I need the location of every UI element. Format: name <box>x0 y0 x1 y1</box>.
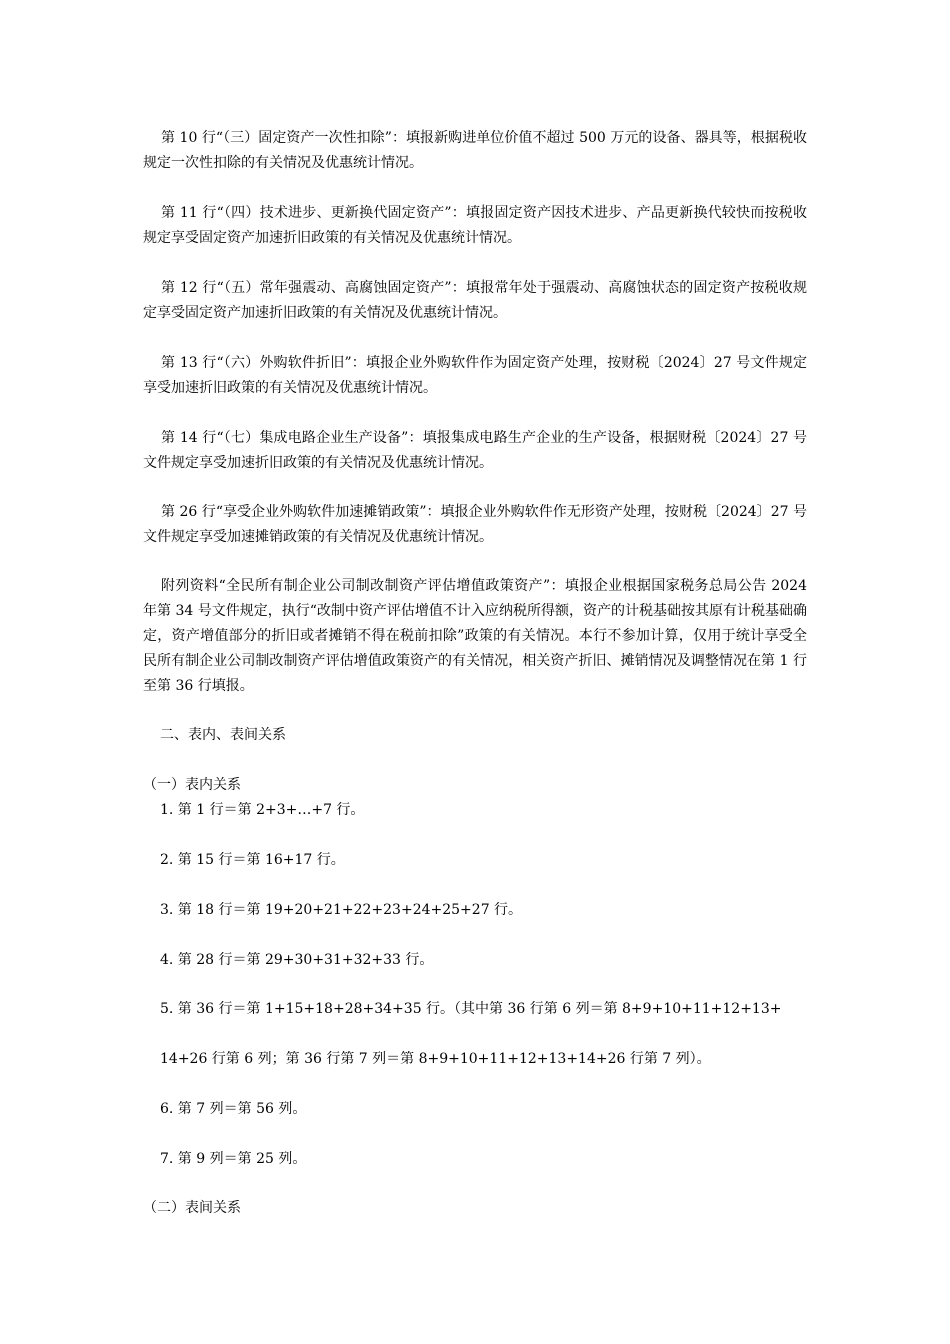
rule-item: 4. 第 28 行＝第 29+30+31+32+33 行。 <box>160 952 434 968</box>
paragraph-row-14: 第 14 行“（七）集成电路企业生产设备”：填报集成电路生产企业的生产设备，根据财税〔2024〕27 号文件规定享受加速折旧政策的有关情况及优惠统计情况。 <box>143 430 807 471</box>
rule-item: 3. 第 18 行＝第 19+20+21+22+23+24+25+27 行。 <box>160 902 523 918</box>
subsection-heading-internal: （一）表内关系 <box>143 777 241 793</box>
paragraph-row-26: 第 26 行“享受企业外购软件加速摊销政策”：填报企业外购软件作无形资产处理，按财税〔2024〕27 号文件规定享受加速摊销政策的有关情况及优惠统计情况。 <box>143 504 807 545</box>
rule-item: 7. 第 9 列＝第 25 列。 <box>160 1151 307 1167</box>
section-heading: 二、表内、表间关系 <box>160 727 286 743</box>
paragraph-row-11: 第 11 行“（四）技术进步、更新换代固定资产”：填报固定资产因技术进步、产品更新换代较快而按税收规定享受固定资产加速折旧政策的有关情况及优惠统计情况。 <box>143 205 807 246</box>
paragraph-attached-info: 附列资料“全民所有制企业公司制改制资产评估增值政策资产”：填报企业根据国家税务总局公告 2024 年第 34 号文件规定，执行“改制中资产评估增值不计入应纳税所得额，资产的计税基础按其原有计税基础确定，资产增值部分的折旧或者摊销不得在税前扣除”政策的有关情况。本行不参加计算，仅用于统计享受全民所有制企业公司制改制资产评估增值政策资产的有关情况，相关资产折旧、摊销情况及调整情况在第 1 行至第 36 行填报。 <box>143 578 807 694</box>
rule-item: 5. 第 36 行＝第 1+15+18+28+34+35 行。（其中第 36 行第 6 列＝第 8+9+10+11+12+13+ <box>160 1001 782 1017</box>
rule-item: 2. 第 15 行＝第 16+17 行。 <box>160 852 345 868</box>
rule-item-continuation: 14+26 行第 6 列；第 36 行第 7 列＝第 8+9+10+11+12+13+14+26 行第 7 列）。 <box>160 1051 711 1067</box>
rule-item: 6. 第 7 列＝第 56 列。 <box>160 1101 307 1117</box>
paragraph-row-12: 第 12 行“（五）常年强震动、高腐蚀固定资产”：填报常年处于强震动、高腐蚀状态的固定资产按税收规定享受固定资产加速折旧政策的有关情况及优惠统计情况。 <box>143 280 807 321</box>
subsection-heading-between: （二）表间关系 <box>143 1200 241 1216</box>
paragraph-row-13: 第 13 行“（六）外购软件折旧”：填报企业外购软件作为固定资产处理，按财税〔2024〕27 号文件规定享受加速折旧政策的有关情况及优惠统计情况。 <box>143 355 807 396</box>
rule-item: 1. 第 1 行＝第 2+3+…+7 行。 <box>160 802 365 818</box>
paragraph-row-10: 第 10 行“（三）固定资产一次性扣除”：填报新购进单位价值不超过 500 万元的设备、器具等，根据税收规定一次性扣除的有关情况及优惠统计情况。 <box>143 130 807 171</box>
